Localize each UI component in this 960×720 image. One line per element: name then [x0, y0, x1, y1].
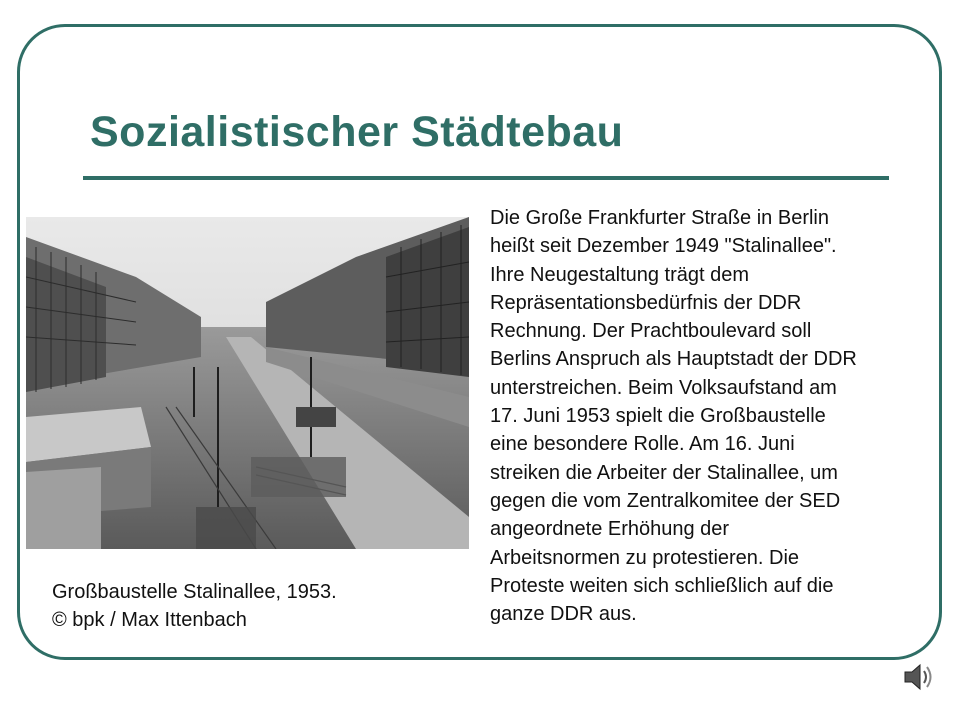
body-line: Repräsentationsbedürfnis der DDR — [490, 291, 802, 314]
body-line: gegen die vom Zentralkomitee der SED — [490, 489, 841, 512]
body-line: streiken die Arbeiter der Stalinallee, um — [490, 461, 838, 484]
body-line: 17. Juni 1953 spielt die Großbaustelle — [490, 405, 826, 428]
title-underline — [83, 176, 889, 180]
body-line: Proteste weiten sich schließlich auf die — [490, 574, 834, 597]
photo-caption — [52, 578, 337, 634]
construction-photo — [26, 217, 469, 549]
body-line: ganze DDR aus. — [490, 603, 637, 626]
body-line: Die Große Frankfurter Straße in Berlin — [490, 207, 829, 229]
speaker-icon[interactable] — [902, 660, 936, 694]
body-line: Ihre Neugestaltung trägt dem — [490, 263, 750, 286]
body-line: Arbeitsnormen zu protestieren. Die — [490, 546, 800, 569]
caption-line-title: Großbaustelle Stalinallee, 1953. — [52, 581, 337, 603]
body-line: eine besondere Rolle. Am 16. Juni — [490, 433, 795, 456]
photo-construction-site-icon — [26, 217, 469, 549]
body-paragraph — [490, 204, 940, 628]
body-line: Rechnung. Der Prachtboulevard soll — [490, 320, 812, 343]
body-line: Berlins Anspruch als Hauptstadt der DDR — [490, 348, 857, 371]
body-line: angeordnete Erhöhung der — [490, 518, 730, 541]
body-line: unterstreichen. Beim Volksaufstand am — [490, 376, 837, 399]
slide-title: Sozialistischer Städtebau — [90, 108, 624, 156]
caption-line-credit: © bpk / Max Ittenbach — [52, 609, 247, 631]
body-line: heißt seit Dezember 1949 "Stalinallee". — [490, 235, 837, 258]
